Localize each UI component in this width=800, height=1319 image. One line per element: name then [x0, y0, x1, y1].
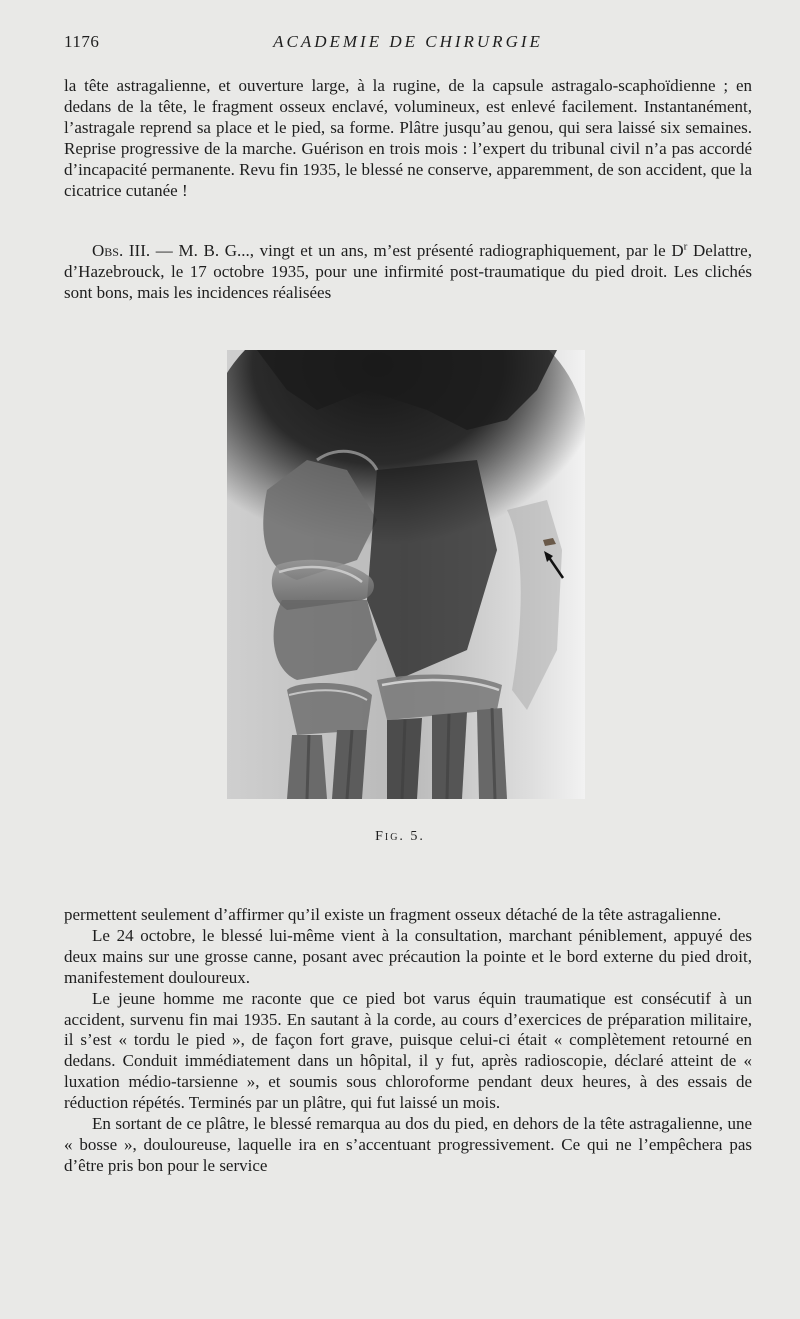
figure-caption-number: 5.	[410, 829, 425, 844]
obs-intro: — M. B. G..., vingt et un ans, m’est présenté radiographiquement, par le D	[150, 241, 684, 260]
paragraph-continued-top: la tête astragalienne, et ouverture large, à la rugine, de la capsule astragalo-scaphoïdienne ; en dedans de la tête, le fragment osseux enclavé, volumineux, est enlevé facilement. Instantanément, l’astragale reprend sa place et le pied, sa forme. Plâtre jusqu’au genou, qui sera laissé six semaines. Reprise progressive de la marche. Guérison en trois mois : l’expert du tribunal civil n’a pas accordé d’incapacité permanente. Revu fin 1935, le blessé ne conserve, apparemment, de son accident, que la cicatrice cutanée !	[64, 76, 752, 200]
paragraph-october-24: Le 24 octobre, le blessé lui-même vient à la consultation, marchant péniblement, appuyé des deux mains sur une grosse canne, posant avec précaution la pointe et le bord externe du pied droit, manifestement douloureux.	[64, 925, 752, 987]
page-header	[64, 32, 752, 54]
radiograph-image	[227, 350, 585, 799]
paragraph-continued: permettent seulement d’affirmer qu’il existe un fragment osseux détaché de la tête astragalienne.	[64, 905, 722, 924]
page-number: 1176	[64, 32, 100, 51]
figure-caption	[0, 829, 800, 845]
text-block-obs	[64, 241, 752, 304]
text-block-top	[64, 76, 752, 201]
obs-rest: Delattre, d’Hazebrouck, le 17 octobre 1935, pour une infirmité post-traumatique du pied droit. Les clichés sont bons, mais les incidences réalisées	[64, 241, 752, 302]
obs-label: Obs. III.	[92, 241, 151, 260]
figure-caption-prefix: Fig.	[375, 829, 405, 844]
paragraph-obs-3	[64, 241, 752, 304]
text-block-bottom	[64, 905, 752, 1177]
paragraph-young-man: Le jeune homme me raconte que ce pied bot varus équin traumatique est consécutif à un accident, survenu fin mai 1935. En sautant à la corde, au cours d’exercices de préparation militaire, il s’est « tordu le pied », de façon fort grave, puisque celui-ci était « complètement retourné en dedans. Conduit immédiatement dans un hôpital, il y fut, après radioscopie, déclaré atteint de « luxation médio-tarsienne », et soumis sous chloroforme pendant deux heures, à des essais de réduction répétés. Terminés par un plâtre, qui fut laissé un mois.	[64, 988, 752, 1113]
dr-superscript: r	[683, 240, 688, 253]
running-title: ACADEMIE DE CHIRURGIE	[273, 32, 543, 51]
radiograph-figure	[227, 350, 585, 799]
paragraph-leaving-plaster: En sortant de ce plâtre, le blessé remarqua au dos du pied, en dehors de la tête astragalienne, une « bosse », douloureuse, laquelle ira en s’accentuant progressivement. Ce qui ne l’empêchera pas d’être pris bon pour le service	[64, 1114, 752, 1175]
